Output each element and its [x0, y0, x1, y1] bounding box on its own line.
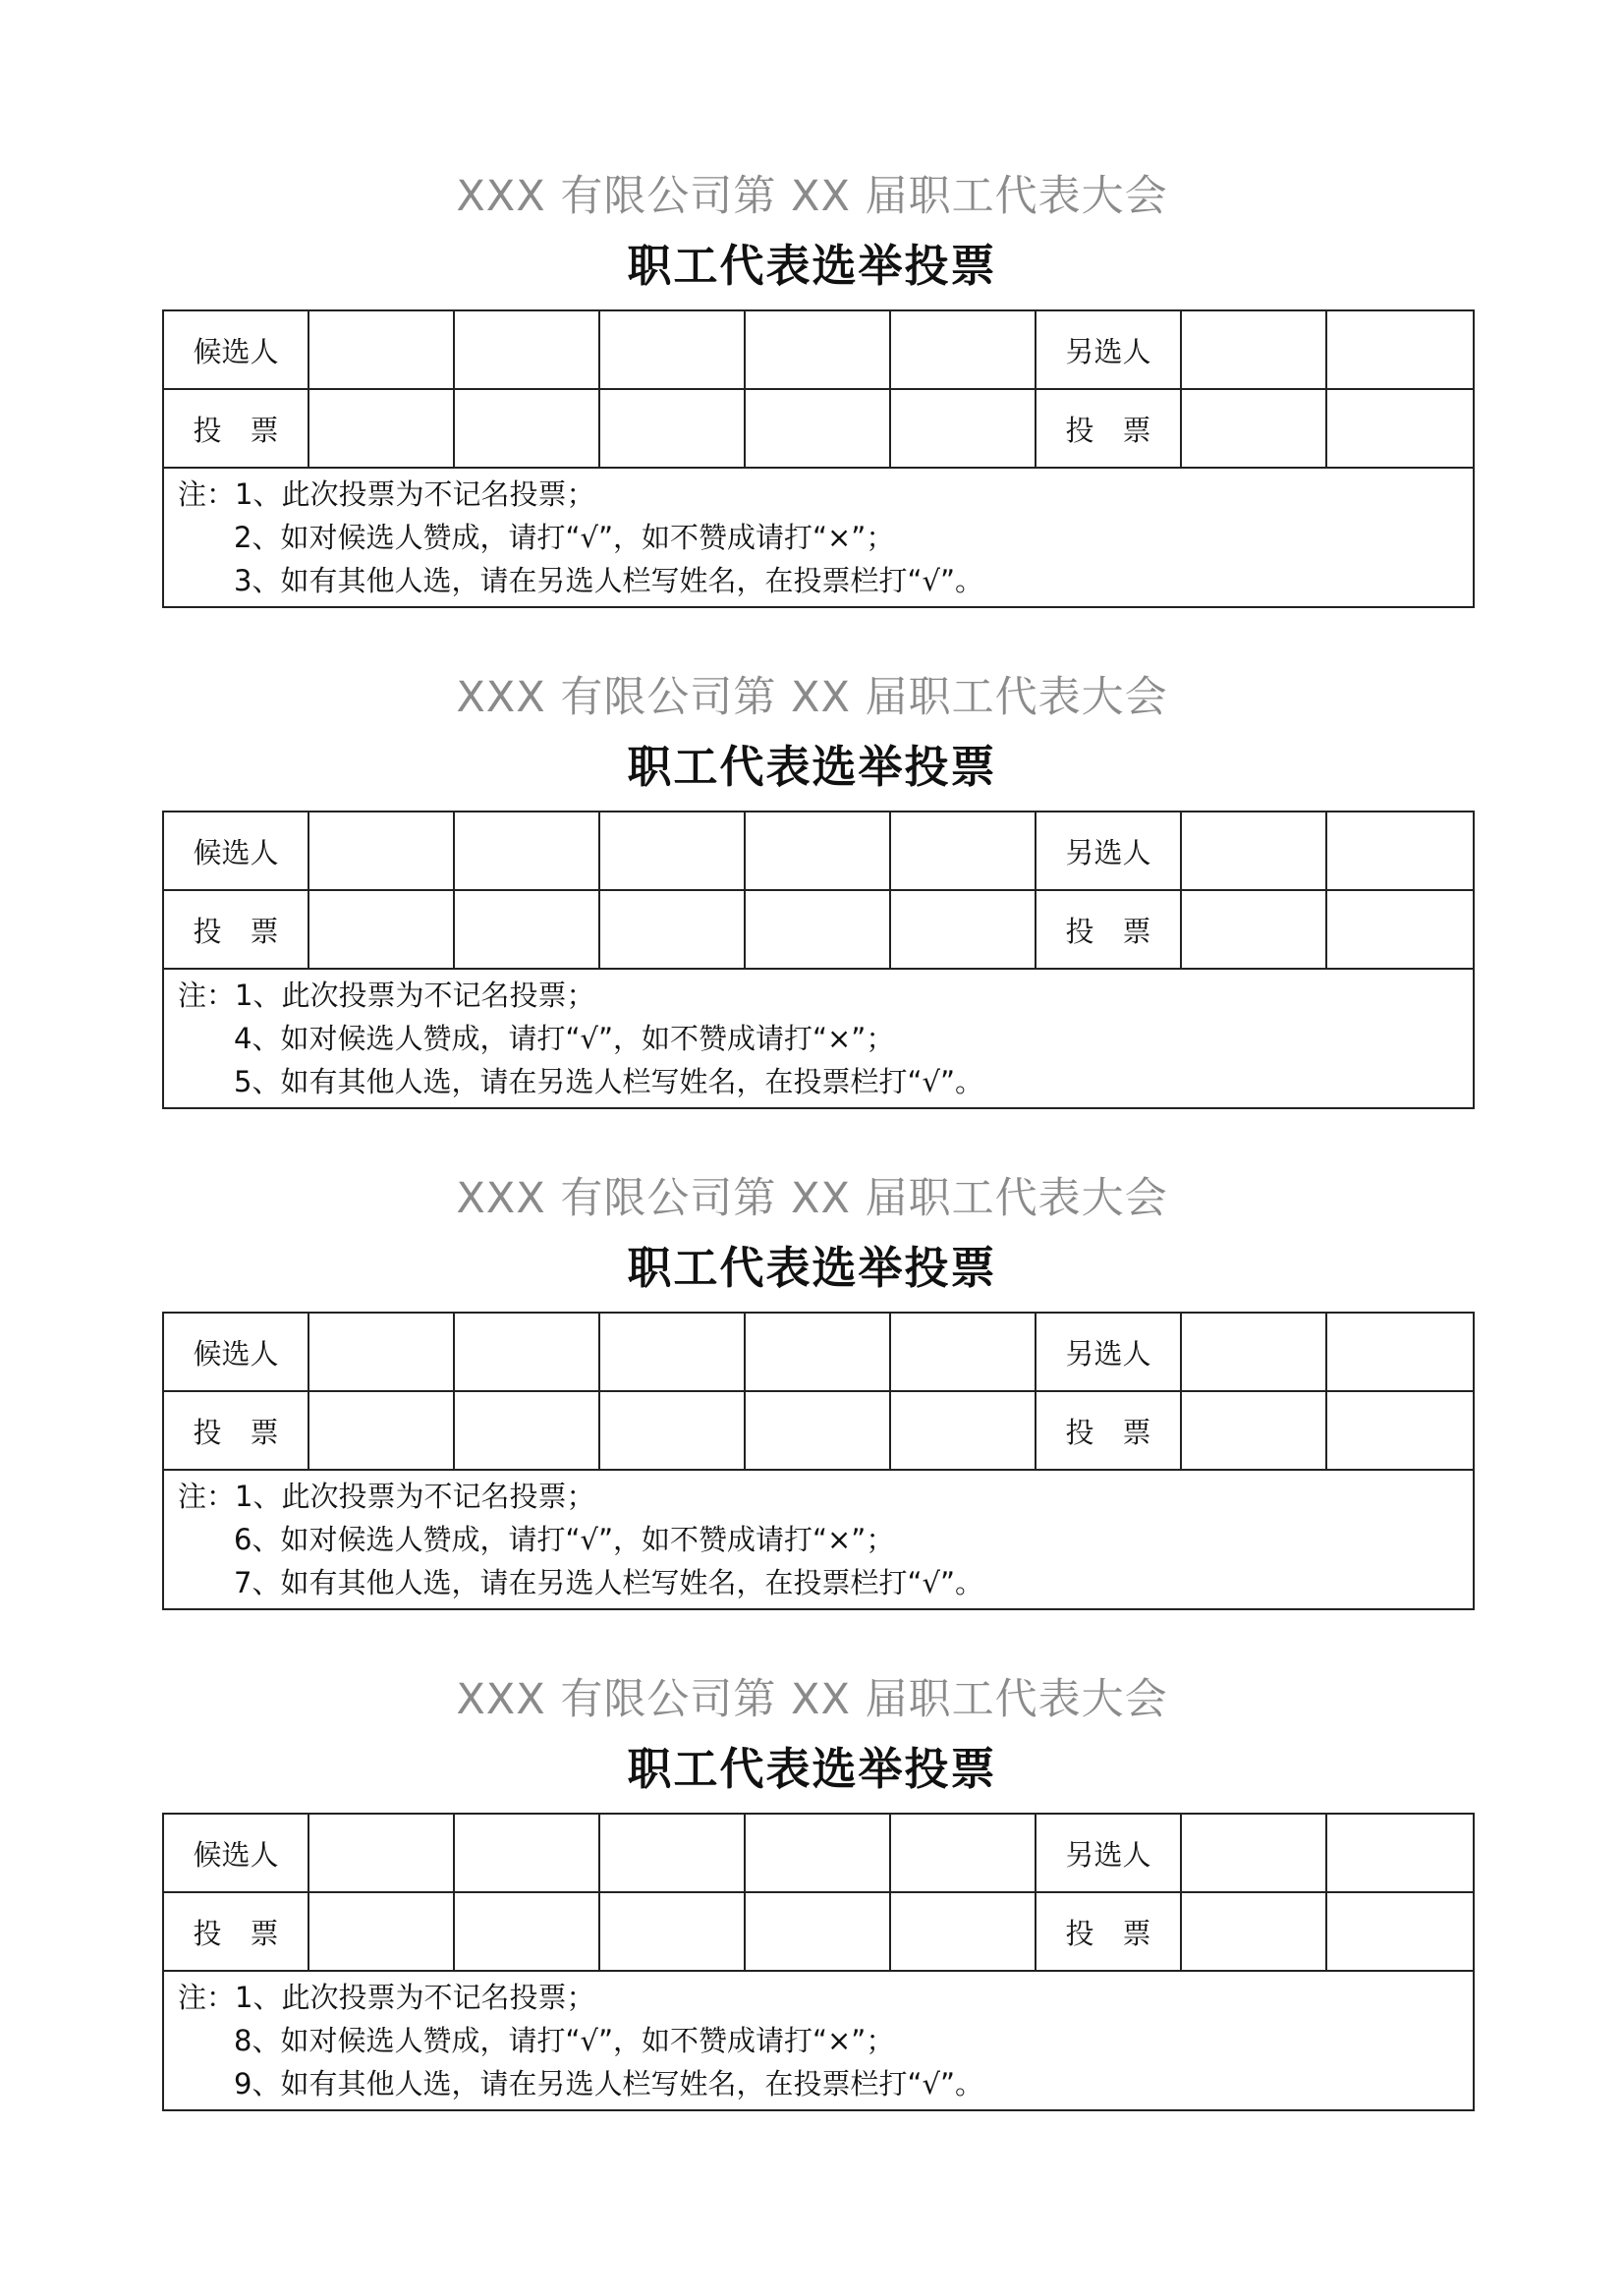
- notes-cell: [163, 1470, 1474, 1609]
- note-line-1: 注：1、此次投票为不记名投票；: [178, 1981, 595, 2014]
- candidate-cell-1[interactable]: [308, 1814, 454, 1892]
- candidate-cell-1[interactable]: [308, 812, 454, 890]
- meeting-subtitle: XXX 有限公司第 XX 届职工代表大会: [456, 172, 1168, 221]
- candidate-label: 候选人: [163, 1814, 308, 1892]
- vote-cell-1[interactable]: [308, 1391, 454, 1470]
- note-line-3: 3、如有其他人选，请在另选人栏写姓名，在投票栏打“√”。: [234, 564, 983, 597]
- alternate-cell-2[interactable]: [1326, 1814, 1474, 1892]
- ballot-title: 职工代表选举投票: [627, 1242, 997, 1294]
- notes-cell: [163, 1971, 1474, 2110]
- vote-cell-2[interactable]: [454, 890, 599, 969]
- candidate-cell-4[interactable]: [745, 310, 890, 389]
- vote-cell-3[interactable]: [599, 1892, 745, 1971]
- candidate-label: 候选人: [163, 812, 308, 890]
- vote-label-right: 投 票: [1036, 890, 1181, 969]
- notes-row: [163, 1971, 1474, 2110]
- meeting-subtitle: XXX 有限公司第 XX 届职工代表大会: [456, 1174, 1168, 1223]
- vote-label-right: 投 票: [1036, 1391, 1181, 1470]
- vote-cell-2[interactable]: [454, 1892, 599, 1971]
- alternate-label: 另选人: [1036, 310, 1181, 389]
- vote-cell-3[interactable]: [599, 890, 745, 969]
- notes-cell: [163, 468, 1474, 607]
- candidate-cell-2[interactable]: [454, 1313, 599, 1391]
- meeting-subtitle: XXX 有限公司第 XX 届职工代表大会: [456, 673, 1168, 722]
- vote-cell-1[interactable]: [308, 890, 454, 969]
- notes-row: [163, 1470, 1474, 1609]
- alternate-vote-cell-1[interactable]: [1181, 890, 1326, 969]
- note-line-2: 4、如对候选人赞成，请打“√”，如不赞成请打“×”；: [234, 1022, 895, 1055]
- alternate-cell-2[interactable]: [1326, 310, 1474, 389]
- vote-label-right: 投 票: [1036, 1892, 1181, 1971]
- candidate-cell-2[interactable]: [454, 812, 599, 890]
- vote-cell-4[interactable]: [745, 890, 890, 969]
- candidate-row: [163, 310, 1474, 389]
- vote-cell-1[interactable]: [308, 1892, 454, 1971]
- candidate-cell-5[interactable]: [890, 310, 1036, 389]
- vote-cell-5[interactable]: [890, 389, 1036, 468]
- candidate-label: 候选人: [163, 1313, 308, 1391]
- note-line-1: 注：1、此次投票为不记名投票；: [178, 477, 595, 511]
- vote-row: [163, 389, 1474, 468]
- candidate-cell-3[interactable]: [599, 1313, 745, 1391]
- ballot-title: 职工代表选举投票: [627, 741, 997, 793]
- vote-cell-4[interactable]: [745, 389, 890, 468]
- vote-row: [163, 1391, 1474, 1470]
- notes-row: [163, 969, 1474, 1108]
- candidate-cell-5[interactable]: [890, 1814, 1036, 1892]
- alternate-vote-cell-1[interactable]: [1181, 1892, 1326, 1971]
- vote-label: 投 票: [163, 1391, 308, 1470]
- ballot-table: [162, 309, 1475, 608]
- vote-cell-1[interactable]: [308, 389, 454, 468]
- alternate-vote-cell-2[interactable]: [1326, 1391, 1474, 1470]
- note-line-3: 5、如有其他人选，请在另选人栏写姓名，在投票栏打“√”。: [234, 1065, 983, 1098]
- vote-cell-4[interactable]: [745, 1391, 890, 1470]
- alternate-vote-cell-1[interactable]: [1181, 389, 1326, 468]
- notes-row: [163, 468, 1474, 607]
- note-line-2: 2、如对候选人赞成，请打“√”，如不赞成请打“×”；: [234, 521, 895, 554]
- alternate-vote-cell-2[interactable]: [1326, 1892, 1474, 1971]
- ballot-table: [162, 1813, 1475, 2111]
- alternate-cell-2[interactable]: [1326, 812, 1474, 890]
- vote-cell-2[interactable]: [454, 1391, 599, 1470]
- vote-row: [163, 890, 1474, 969]
- candidate-cell-1[interactable]: [308, 310, 454, 389]
- alternate-cell-2[interactable]: [1326, 1313, 1474, 1391]
- vote-cell-3[interactable]: [599, 1391, 745, 1470]
- candidate-row: [163, 1814, 1474, 1892]
- alternate-vote-cell-2[interactable]: [1326, 890, 1474, 969]
- alternate-vote-cell-1[interactable]: [1181, 1391, 1326, 1470]
- vote-cell-5[interactable]: [890, 890, 1036, 969]
- alternate-label: 另选人: [1036, 812, 1181, 890]
- ballot-title: 职工代表选举投票: [627, 1743, 997, 1795]
- ballot-table: [162, 811, 1475, 1109]
- candidate-cell-3[interactable]: [599, 1814, 745, 1892]
- candidate-cell-4[interactable]: [745, 1313, 890, 1391]
- note-line-1: 注：1、此次投票为不记名投票；: [178, 979, 595, 1012]
- candidate-cell-1[interactable]: [308, 1313, 454, 1391]
- candidate-cell-3[interactable]: [599, 812, 745, 890]
- candidate-cell-5[interactable]: [890, 1313, 1036, 1391]
- candidate-row: [163, 812, 1474, 890]
- candidate-cell-2[interactable]: [454, 1814, 599, 1892]
- vote-cell-5[interactable]: [890, 1892, 1036, 1971]
- note-line-3: 7、如有其他人选，请在另选人栏写姓名，在投票栏打“√”。: [234, 1566, 983, 1599]
- ballot-title: 职工代表选举投票: [627, 240, 997, 292]
- alternate-cell-1[interactable]: [1181, 812, 1326, 890]
- candidate-cell-5[interactable]: [890, 812, 1036, 890]
- candidate-cell-4[interactable]: [745, 1814, 890, 1892]
- alternate-vote-cell-2[interactable]: [1326, 389, 1474, 468]
- vote-label: 投 票: [163, 389, 308, 468]
- note-line-3: 9、如有其他人选，请在另选人栏写姓名，在投票栏打“√”。: [234, 2067, 983, 2100]
- alternate-label: 另选人: [1036, 1814, 1181, 1892]
- alternate-cell-1[interactable]: [1181, 1814, 1326, 1892]
- meeting-subtitle: XXX 有限公司第 XX 届职工代表大会: [456, 1675, 1168, 1724]
- vote-row: [163, 1892, 1474, 1971]
- candidate-row: [163, 1313, 1474, 1391]
- alternate-cell-1[interactable]: [1181, 310, 1326, 389]
- candidate-cell-2[interactable]: [454, 310, 599, 389]
- vote-cell-4[interactable]: [745, 1892, 890, 1971]
- note-line-1: 注：1、此次投票为不记名投票；: [178, 1480, 595, 1513]
- vote-label: 投 票: [163, 890, 308, 969]
- notes-cell: [163, 969, 1474, 1108]
- vote-cell-2[interactable]: [454, 389, 599, 468]
- candidate-cell-3[interactable]: [599, 310, 745, 389]
- note-line-2: 6、如对候选人赞成，请打“√”，如不赞成请打“×”；: [234, 1523, 895, 1556]
- candidate-cell-4[interactable]: [745, 812, 890, 890]
- note-line-2: 8、如对候选人赞成，请打“√”，如不赞成请打“×”；: [234, 2024, 895, 2057]
- vote-cell-5[interactable]: [890, 1391, 1036, 1470]
- alternate-label: 另选人: [1036, 1313, 1181, 1391]
- vote-label: 投 票: [163, 1892, 308, 1971]
- ballot-table: [162, 1312, 1475, 1610]
- alternate-cell-1[interactable]: [1181, 1313, 1326, 1391]
- vote-cell-3[interactable]: [599, 389, 745, 468]
- candidate-label: 候选人: [163, 310, 308, 389]
- vote-label-right: 投 票: [1036, 389, 1181, 468]
